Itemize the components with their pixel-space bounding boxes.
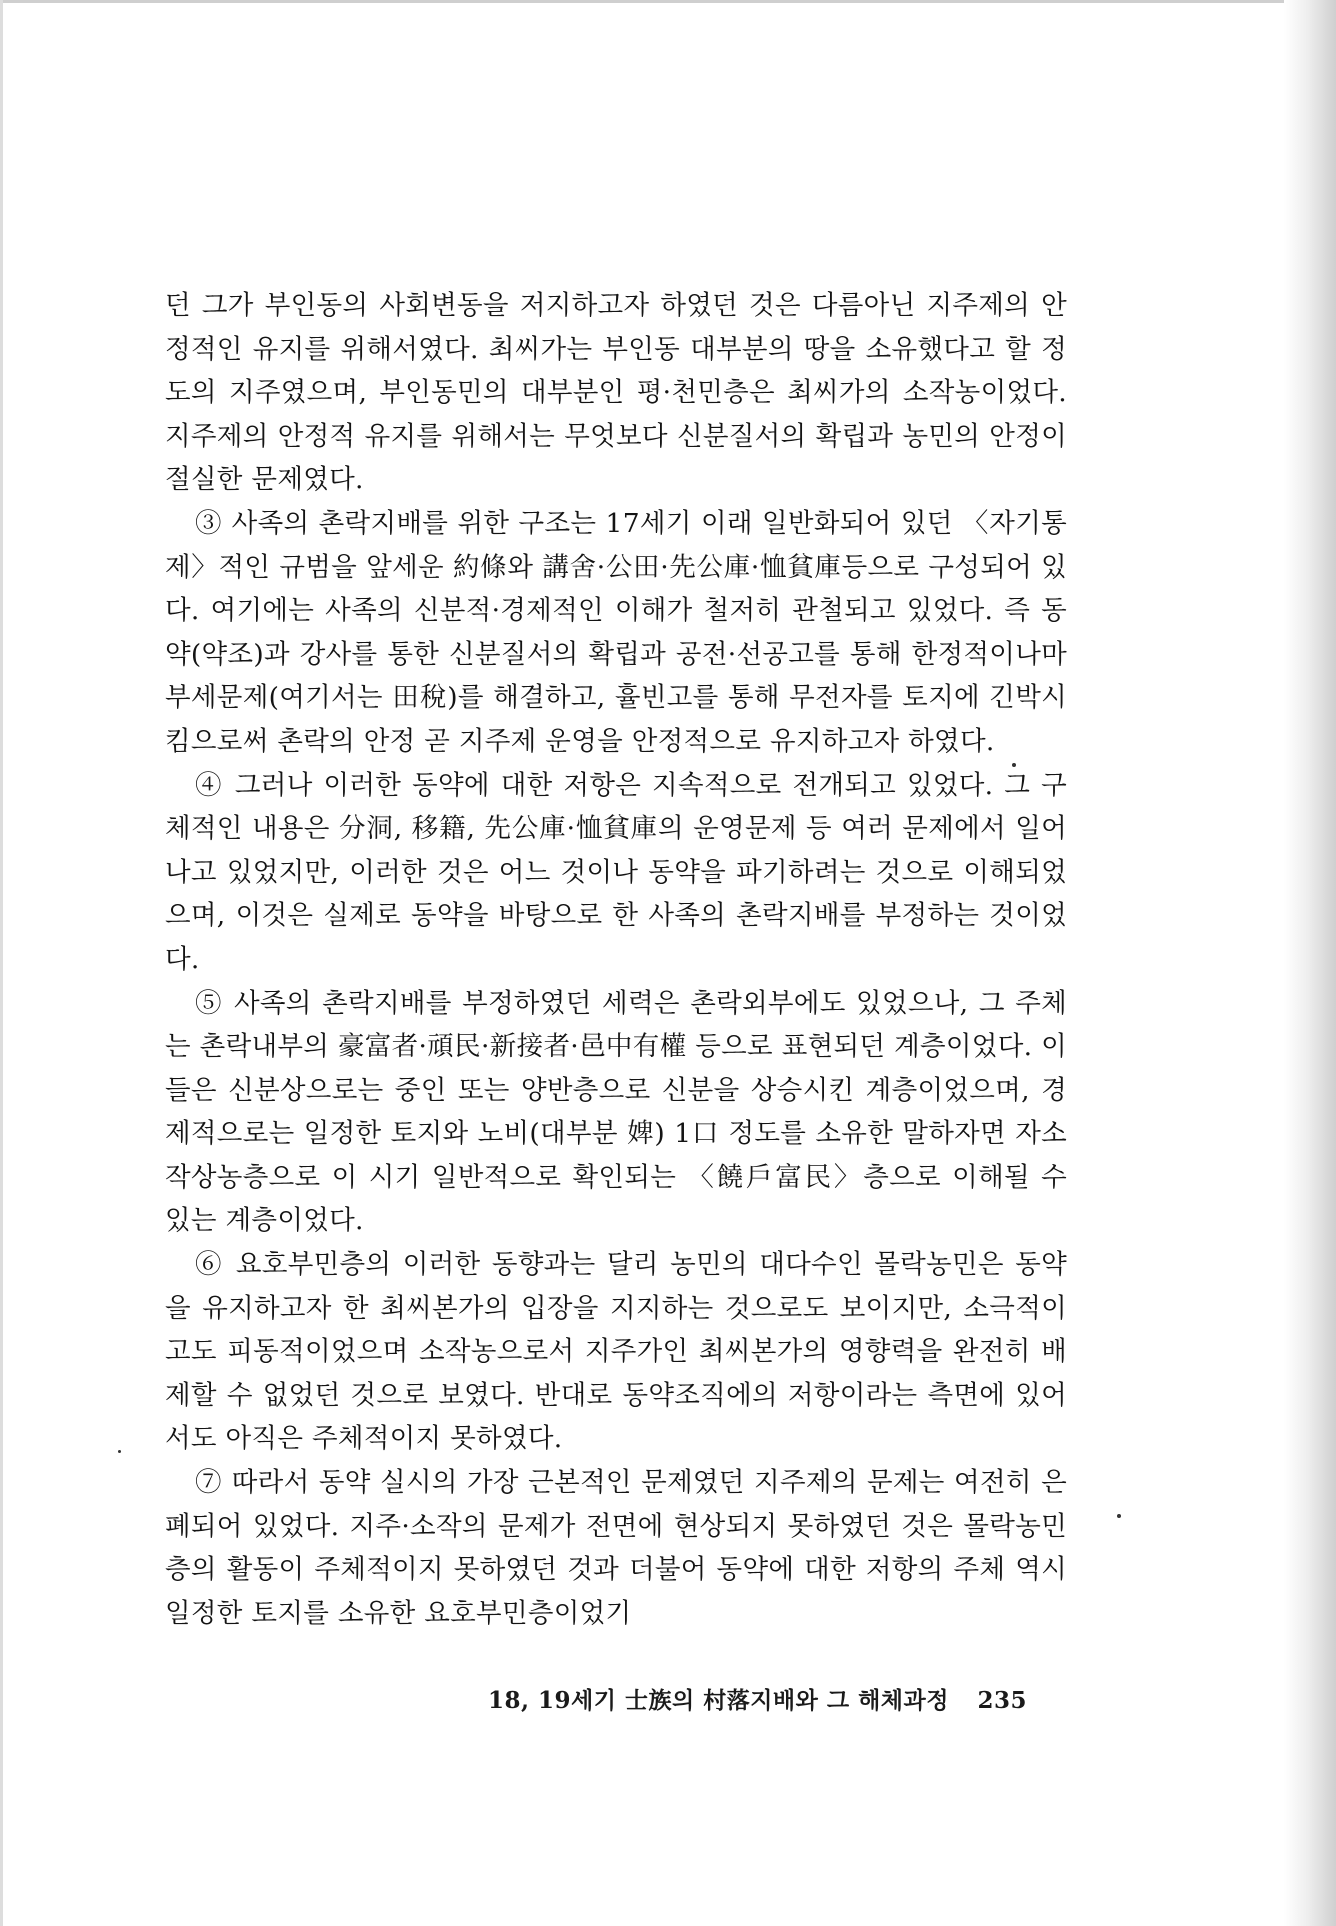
paragraph-continuation: 던 그가 부인동의 사회변동을 저지하고자 하였던 것은 다름아닌 지주제의 안정적인 유지를 위해서였다. 최씨가는 부인동 대부분의 땅을 소유했다고 할 정도의 지주였으며, 부인동민의 대부분인 평·천민층은 최씨가의 소작농이었다. 지주제의 안정적 유지를 위해서는 무엇보다 신분질서의 확립과 농민의 안정이 절실한 문제였다. (165, 290, 1067, 496)
scan-speck (1012, 763, 1016, 767)
paragraph-7: ⑦ 따라서 동약 실시의 가장 근본적인 문제였던 지주제의 문제는 여전히 은폐되어 있었다. 지주·소작의 문제가 전면에 현상되지 못하였던 것은 몰락농민층의 활동이 주체적이지 못하였던 것과 더불어 동약에 대한 저항의 주체 역시 일정한 토지를 소유한 요호부민층이었기 (165, 1467, 1067, 1629)
page-frame-top (0, 0, 1290, 3)
paragraph-3: ③ 사족의 촌락지배를 위한 구조는 17세기 이래 일반화되어 있던 〈자기통제〉적인 규범을 앞세운 約條와 講舍·公田·先公庫·恤貧庫등으로 구성되어 있다. 여기에는 사족의 신분적·경제적인 이해가 철저히 관철되고 있었다. 즉 동약(약조)과 강사를 통한 신분질서의 확립과 공전·선공고를 통해 한정적이나마 부세문제(여기서는 田稅)를 해결하고, 휼빈고를 통해 무전자를 토지에 긴박시킴으로써 촌락의 안정 곧 지주제 운영을 안정적으로 유지하고자 하였다. (165, 507, 1067, 757)
page-number: 235 (977, 1687, 1027, 1714)
paragraph-5: ⑤ 사족의 촌락지배를 부정하였던 세력은 촌락외부에도 있었으나, 그 주체는 촌락내부의 豪富者·頑民·新接者·邑中有權 등으로 표현되던 계층이었다. 이들은 신분상으로는 중인 또는 양반층으로 신분을 상승시킨 계층이었으며, 경제적으로는 일정한 토지와 노비(대부분 婢) 1口 정도를 소유한 말하자면 자소작상농층으로 이 시기 일반적으로 확인되는 〈饒戶富民〉층으로 이해될 수 있는 계층이었다. (165, 987, 1067, 1237)
scan-speck (118, 1450, 121, 1453)
body-text (165, 284, 1067, 1635)
running-title: 18, 19세기 士族의 村落지배와 그 해체과정 (488, 1687, 949, 1714)
scan-speck (1117, 1514, 1121, 1518)
page-footer (488, 1682, 1048, 1715)
page-frame-left (0, 0, 3, 1926)
paragraph-4: ④ 그러나 이러한 동약에 대한 저항은 지속적으로 전개되고 있었다. 그 구체적인 내용은 分洞, 移籍, 先公庫·恤貧庫의 운영문제 등 여러 문제에서 일어나고 있었지만, 이러한 것은 어느 것이나 동약을 파기하려는 것으로 이해되었으며, 이것은 실제로 동약을 바탕으로 한 사족의 촌락지배를 부정하는 것이었다. (165, 769, 1067, 975)
paragraph-6: ⑥ 요호부민층의 이러한 동향과는 달리 농민의 대다수인 몰락농민은 동약을 유지하고자 한 최씨본가의 입장을 지지하는 것으로도 보이지만, 소극적이고도 피동적이었으며 소작농으로서 지주가인 최씨본가의 영향력을 완전히 배제할 수 없었던 것으로 보였다. 반대로 동약조직에의 저항이라는 측면에 있어서도 아직은 주체적이지 못하였다. (165, 1249, 1067, 1455)
